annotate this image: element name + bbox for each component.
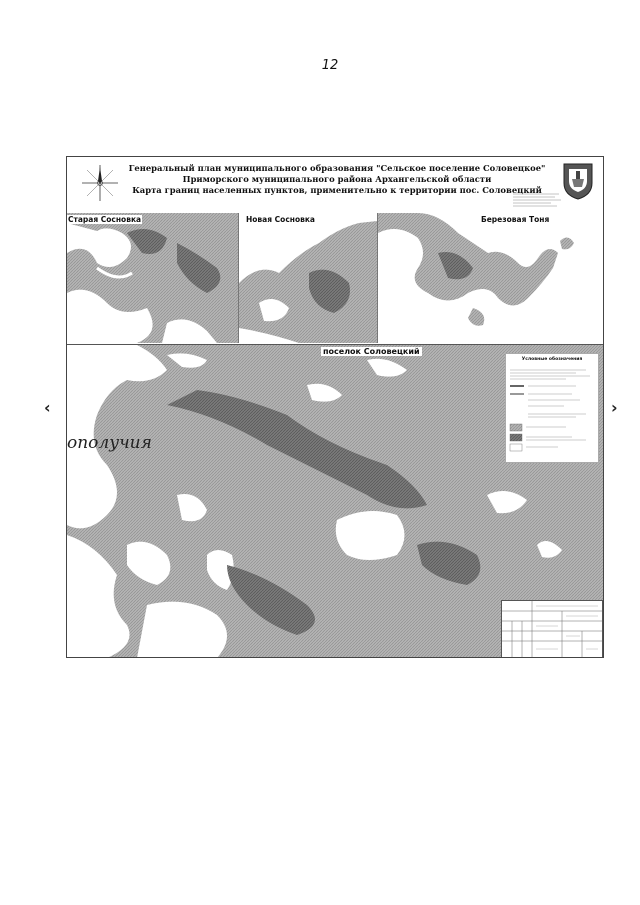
header-note-block [511, 191, 563, 209]
map-title-line-2: Приморского муниципального района Архангельской области [182, 174, 492, 184]
coat-of-arms-icon [561, 161, 595, 201]
map-header [67, 157, 603, 213]
main-map-solovetsky [67, 344, 603, 658]
title-block-grid [502, 601, 602, 657]
compass-rose-icon [79, 161, 121, 205]
prev-page-button[interactable]: ‹ [44, 398, 51, 417]
title-block-stamp [501, 600, 603, 658]
inset-map-novaya-sosnovka [239, 213, 378, 343]
map-legend [505, 353, 599, 463]
inset-label-staraya-sosnovka: Старая Сосновка [68, 215, 142, 224]
map-title-line-3: Карта границ населенных пунктов, применительно к территории пос. Соловецкий [132, 185, 542, 195]
map-sheet [66, 156, 604, 658]
next-page-button[interactable]: › [611, 398, 618, 417]
page-number: 12 [321, 58, 339, 73]
bay-label: ополучия [67, 433, 152, 453]
inset-label-novaya-sosnovka: Новая Сосновка [246, 215, 315, 224]
legend-entries [506, 364, 598, 460]
legend-title: Условные обозначения [521, 357, 583, 362]
inset-map-1-drawing [67, 213, 238, 343]
inset-map-3-drawing [378, 213, 603, 343]
main-map-label: поселок Соловецкий [323, 347, 420, 356]
inset-map-2-drawing [239, 213, 377, 343]
map-title-line-1: Генеральный план муниципального образования "Сельское поселение Соловецкое" [128, 163, 546, 173]
inset-label-berezovaya-tonya: Березовая Тоня [481, 215, 550, 224]
inset-map-staraya-sosnovka [67, 213, 239, 343]
inset-map-berezovaya-tonya [378, 213, 603, 343]
map-title [127, 163, 547, 196]
